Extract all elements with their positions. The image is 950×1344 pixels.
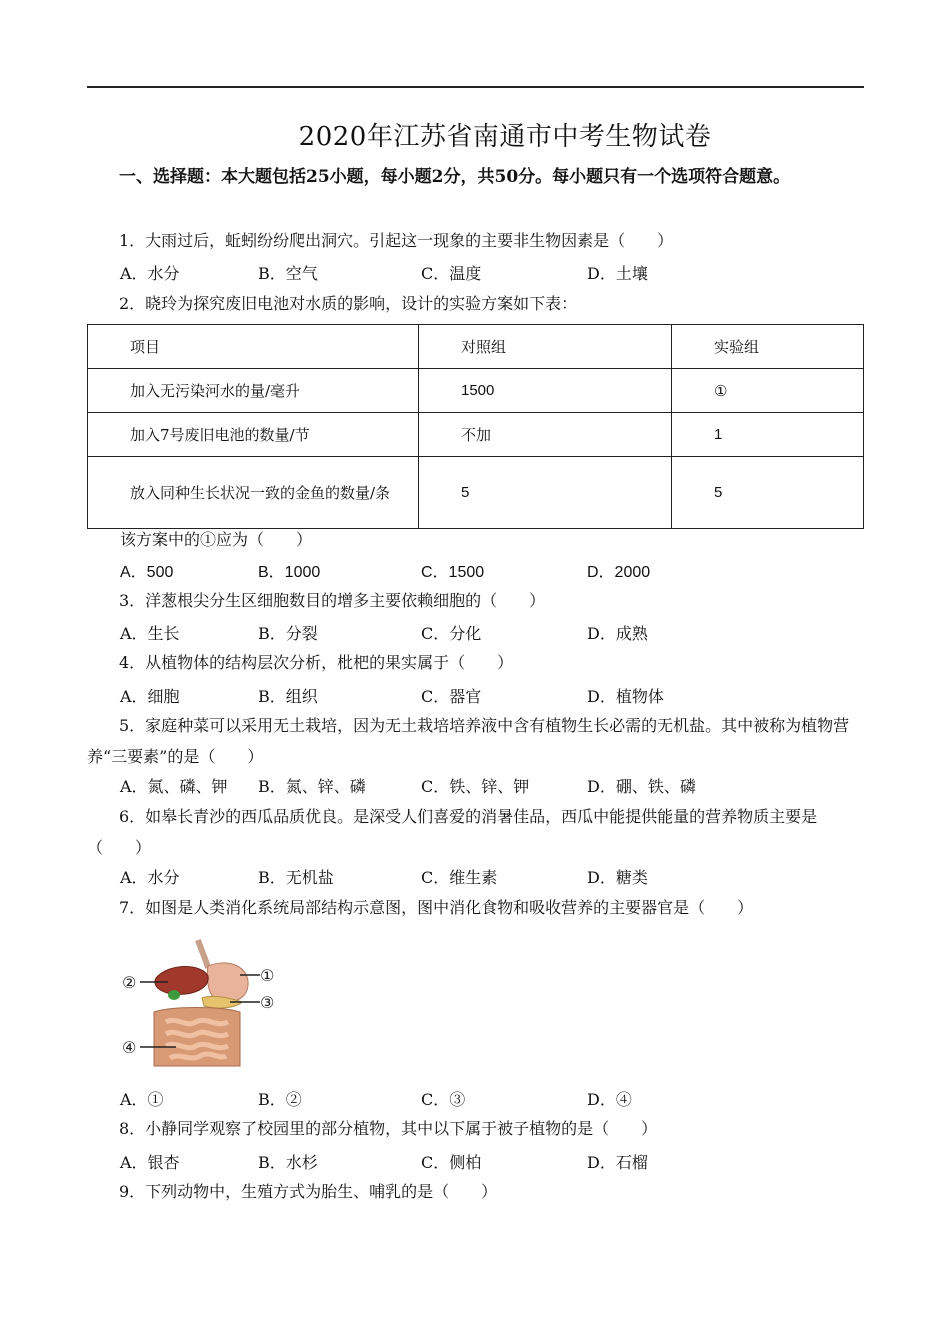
table-header-row: [88, 325, 864, 369]
table-cell: 放入同种生长状况一致的金鱼的数量/条: [88, 457, 419, 529]
option-c: C．③: [421, 1090, 466, 1109]
table-header-experiment: 实验组: [672, 325, 864, 369]
option-b: B．空气: [258, 264, 318, 283]
option-b: B．水杉: [258, 1153, 318, 1172]
option-d: D．2000: [587, 564, 651, 581]
question-5: 5．家庭种菜可以采用无土栽培，因为无土栽培培养液中含有植物生长必需的无机盐。其中被称为植物营养“三要素”的是（ ）: [87, 716, 850, 766]
esophagus-shape: [198, 940, 208, 968]
option-b: B．组织: [258, 687, 318, 706]
question-3: 3．洋葱根尖分生区细胞数目的增多主要依赖细胞的（ ）: [119, 591, 546, 610]
table-row: [88, 457, 864, 529]
option-b: B．无机盐: [258, 868, 334, 887]
question-4: 4．从植物体的结构层次分析，枇杷的果实属于（ ）: [119, 653, 514, 672]
question-5-options: [120, 774, 860, 800]
question-6-options: [120, 865, 860, 891]
option-a: A．水分: [120, 264, 180, 283]
question-1: 1．大雨过后，蚯蚓纷纷爬出洞穴。引起这一现象的主要非生物因素是（ ）: [119, 231, 674, 250]
liver-shape: [155, 967, 208, 995]
option-d: D．糖类: [587, 868, 648, 887]
option-b: B．1000: [258, 564, 321, 581]
table-header-control: 对照组: [419, 325, 672, 369]
section-heading: 一、选择题：本大题包括25小题，每小题2分，共50分。每小题只有一个选项符合题意。: [119, 167, 791, 187]
option-b: B．②: [258, 1090, 302, 1109]
digestive-system-diagram: [110, 932, 285, 1072]
option-a: A．生长: [120, 624, 180, 643]
page-title: 2020年江苏省南通市中考生物试卷: [298, 122, 712, 152]
option-c: C．器官: [421, 687, 482, 706]
option-d: D．成熟: [587, 624, 648, 643]
question-3-options: [120, 621, 860, 647]
option-a: A．氮、磷、钾: [120, 777, 228, 796]
question-1-options: [120, 261, 860, 287]
option-a: A．细胞: [120, 687, 180, 706]
question-2: 2．晓玲为探究废旧电池对水质的影响，设计的实验方案如下表：: [119, 294, 578, 313]
table-cell: 5: [672, 457, 864, 529]
option-c: C．侧柏: [421, 1153, 482, 1172]
table-cell: 1: [672, 413, 864, 457]
question-7: 7．如图是人类消化系统局部结构示意图，图中消化食物和吸收营养的主要器官是（ ）: [119, 898, 754, 917]
label-4: ④: [122, 1038, 137, 1057]
table-cell: 加入7号废旧电池的数量/节: [88, 413, 419, 457]
option-c: C．维生素: [421, 868, 498, 887]
option-a: A．①: [120, 1090, 164, 1109]
experiment-table: [87, 324, 864, 529]
option-a: A．500: [120, 564, 174, 581]
label-3: ③: [260, 993, 275, 1012]
table-cell: 加入无污染河水的量/毫升: [88, 369, 419, 413]
option-d: D．土壤: [587, 264, 648, 283]
option-d: D．硼、铁、磷: [587, 777, 696, 796]
question-6: 6．如皋长青沙的西瓜品质优良。是深受人们喜爱的消暑佳品，西瓜中能提供能量的营养物质主要是（ ）: [87, 807, 818, 857]
gallbladder-shape: [168, 990, 180, 1000]
option-c: C．铁、锌、钾: [421, 777, 530, 796]
label-1: ①: [260, 966, 275, 985]
option-c: C．分化: [421, 624, 482, 643]
table-cell: 不加: [419, 413, 672, 457]
option-d: D．④: [587, 1090, 632, 1109]
table-cell: 5: [419, 457, 672, 529]
table-row: [88, 369, 864, 413]
header-rule: [87, 86, 864, 88]
table-header-item: 项目: [88, 325, 419, 369]
option-a: A．银杏: [120, 1153, 180, 1172]
question-4-options: [120, 684, 860, 710]
label-2: ②: [122, 973, 137, 992]
option-b: B．分裂: [258, 624, 318, 643]
option-c: C．温度: [421, 264, 482, 283]
option-c: C．1500: [421, 564, 485, 581]
table-cell: 1500: [419, 369, 672, 413]
option-a: A．水分: [120, 868, 180, 887]
option-d: D．植物体: [587, 687, 664, 706]
question-8-options: [120, 1150, 860, 1176]
question-7-options: [120, 1087, 860, 1113]
table-cell: ①: [672, 369, 864, 413]
table-row: [88, 413, 864, 457]
option-b: B．氮、锌、磷: [258, 777, 366, 796]
question-2-follow: 该方案中的①应为（ ）: [120, 530, 313, 549]
option-d: D．石榴: [587, 1153, 648, 1172]
question-8: 8．小静同学观察了校园里的部分植物，其中以下属于被子植物的是（ ）: [119, 1119, 658, 1138]
question-9: 9．下列动物中，生殖方式为胎生、哺乳的是（ ）: [119, 1182, 498, 1201]
question-2-options: [120, 559, 860, 585]
